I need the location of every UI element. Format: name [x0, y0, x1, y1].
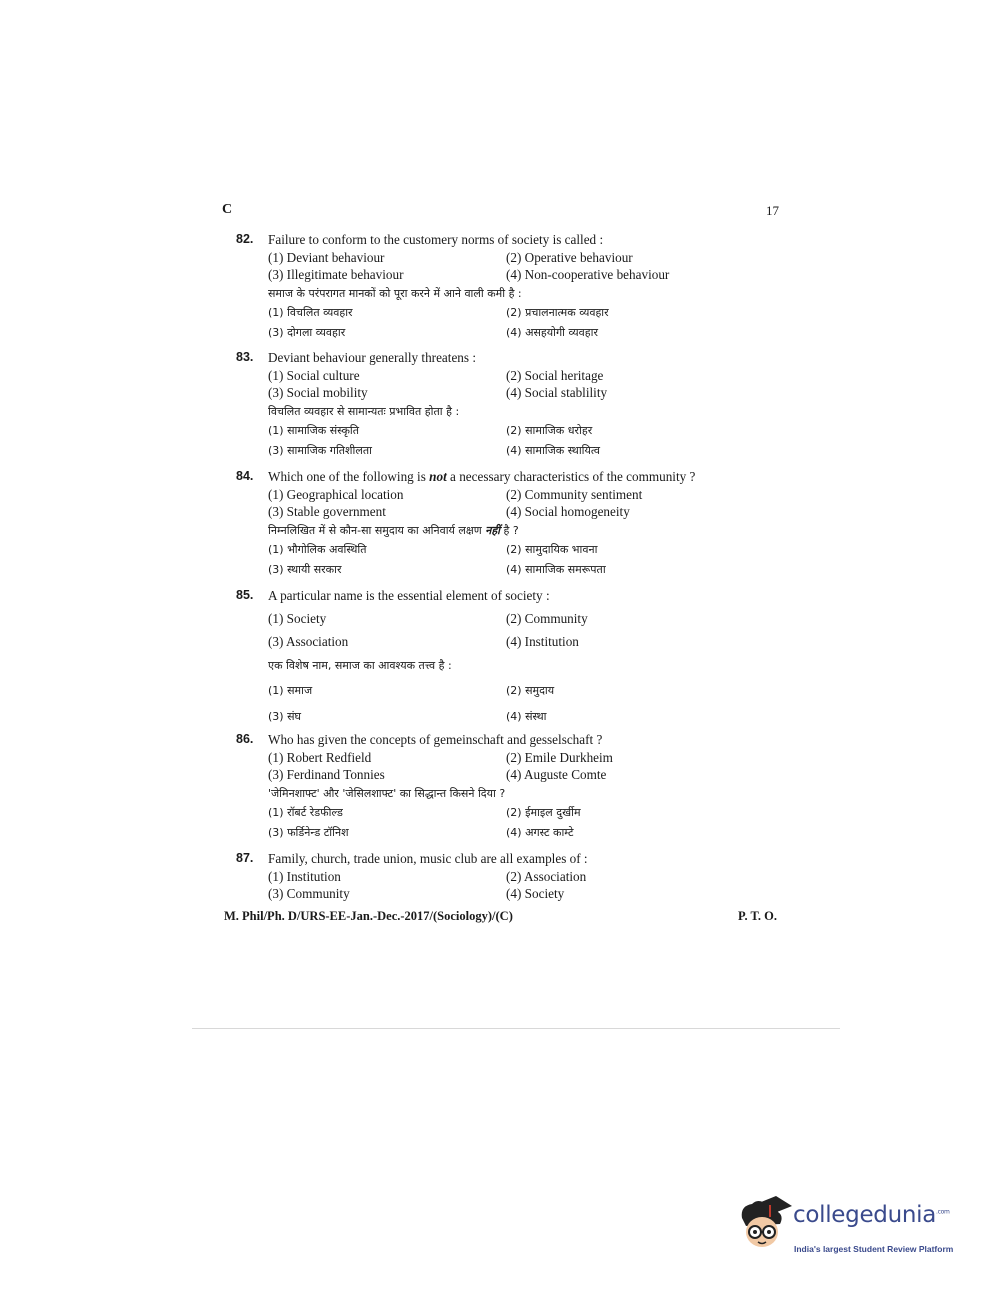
options-hindi [268, 682, 756, 725]
option-1: (1) Social culture [268, 367, 360, 383]
emphasis-not: not [429, 469, 447, 484]
option-3: (3) Illegitimate behaviour [268, 267, 404, 282]
question-84 [236, 468, 756, 578]
option-3: (3) Social mobility [268, 385, 368, 400]
question-text: Deviant behaviour generally threatens : [268, 350, 476, 365]
logo-name: collegedunia [793, 1202, 937, 1228]
options [268, 749, 756, 784]
option-4: (4) Social homogeneity [506, 504, 630, 519]
option-3-hindi: (3) स्थायी सरकार [268, 562, 342, 576]
option-3: (3) Ferdinand Tonnies [268, 767, 385, 782]
options [268, 486, 756, 521]
question-number: 84. [236, 469, 254, 483]
option-4: (4) Non-cooperative behaviour [506, 267, 670, 282]
question-number: 83. [236, 350, 254, 364]
option-2-hindi: (2) सामुदायिक भावना [506, 543, 598, 556]
question-text: Family, church, trade union, music club are all examples of : [268, 851, 588, 866]
option-3: (3) Association [268, 634, 349, 649]
option-3-hindi: (3) फर्डिनेन्ड टॉनिश [268, 825, 349, 839]
question-number: 85. [236, 588, 254, 602]
question-text-hindi: विचलित व्यवहार से सामान्यतः प्रभावित होता है : [268, 404, 460, 418]
option-4-hindi: (4) अगस्ट काम्टे [506, 825, 574, 839]
set-letter: C [222, 202, 233, 217]
question-text: Who has given the concepts of gemeinschaft and gesselschaft ? [268, 732, 603, 747]
option-1: (1) Robert Redfield [268, 749, 372, 765]
option-1: (1) Deviant behaviour [268, 249, 385, 265]
please-turn-over: P. T. O. [738, 909, 778, 923]
logo-suffix: .com [936, 1208, 950, 1216]
question-83 [236, 349, 756, 459]
question-82 [236, 231, 756, 341]
option-2-hindi: (2) सामाजिक धरोहर [506, 424, 593, 437]
option-1-hindi: (1) सामाजिक संस्कृति [268, 424, 360, 437]
question-87 [236, 850, 756, 903]
question-text-hindi: 'जेमिनशाफ्ट' और 'जेसिलशाफ्ट' का सिद्धान्त किसने दिया ? [268, 786, 506, 800]
option-2: (2) Emile Durkheim [506, 749, 613, 765]
option-4-hindi: (4) सामाजिक समरूपता [506, 562, 606, 576]
option-2-hindi: (2) ईमाइल दुर्खीम [506, 806, 581, 819]
options [268, 610, 756, 651]
option-4-hindi: (4) संस्था [506, 709, 547, 723]
option-1-hindi: (1) रॉबर्ट रेडफील्ड [268, 806, 343, 819]
option-1: (1) Institution [268, 868, 341, 884]
question-text-hindi: निम्नलिखित में से कौन-सा समुदाय का अनिवार्य लक्षण नहीं है ? [268, 523, 519, 537]
question-text: Failure to conform to the customery norms of society is called : [268, 232, 604, 247]
options [268, 249, 756, 284]
question-86 [236, 731, 756, 841]
options [268, 868, 756, 903]
student-mascot-icon [736, 1196, 792, 1256]
question-text-hindi: समाज के परंपरागत मानकों को पूरा करने में आने वाली कमी है : [268, 286, 522, 300]
question-number: 87. [236, 851, 254, 865]
option-3: (3) Community [268, 886, 350, 901]
question-number: 82. [236, 232, 254, 246]
options-hindi [268, 422, 756, 459]
option-4-hindi: (4) सामाजिक स्थायित्व [506, 443, 600, 457]
options-hindi [268, 804, 756, 841]
question-text: A particular name is the essential element of society : [268, 588, 550, 603]
option-2: (2) Community [506, 610, 588, 626]
option-2: (2) Social heritage [506, 367, 604, 383]
options-hindi [268, 541, 756, 578]
option-4-hindi: (4) असहयोगी व्यवहार [506, 325, 598, 339]
option-3: (3) Stable government [268, 504, 386, 519]
option-4: (4) Institution [506, 634, 579, 649]
option-2-hindi: (2) प्रचालनात्मक व्यवहार [506, 306, 609, 319]
option-2: (2) Association [506, 868, 587, 884]
option-1: (1) Geographical location [268, 486, 404, 502]
option-2-hindi: (2) समुदाय [506, 684, 555, 697]
paper-code: M. Phil/Ph. D/URS-EE-Jan.-Dec.-2017/(Sociology)/(C) [224, 909, 513, 923]
option-3-hindi: (3) सामाजिक गतिशीलता [268, 443, 372, 457]
logo-tagline: India's largest Student Review Platform [794, 1244, 954, 1254]
option-1-hindi: (1) भौगोलिक अवस्थिति [268, 543, 367, 556]
emphasis-nahi: नहीं [485, 523, 501, 537]
question-number: 86. [236, 732, 254, 746]
option-1-hindi: (1) विचलित व्यवहार [268, 306, 353, 319]
question-text: Which one of the following is not a necessary characteristics of the community ? [268, 469, 696, 484]
options-hindi [268, 304, 756, 341]
collegedunia-logo [736, 1196, 966, 1266]
option-3-hindi: (3) दोगला व्यवहार [268, 325, 346, 339]
options [268, 367, 756, 402]
option-2: (2) Operative behaviour [506, 249, 633, 265]
option-4: (4) Social stablility [506, 385, 608, 400]
page-divider [192, 1028, 840, 1029]
option-3-hindi: (3) संघ [268, 709, 302, 723]
option-4: (4) Society [506, 886, 565, 901]
option-1-hindi: (1) समाज [268, 684, 313, 697]
page-number: 17 [766, 203, 779, 218]
question-text-hindi: एक विशेष नाम, समाज का आवश्यक तत्त्व है : [268, 658, 452, 672]
question-85 [236, 587, 756, 725]
option-1: (1) Society [268, 610, 327, 626]
option-2: (2) Community sentiment [506, 486, 643, 502]
option-4: (4) Auguste Comte [506, 767, 607, 782]
